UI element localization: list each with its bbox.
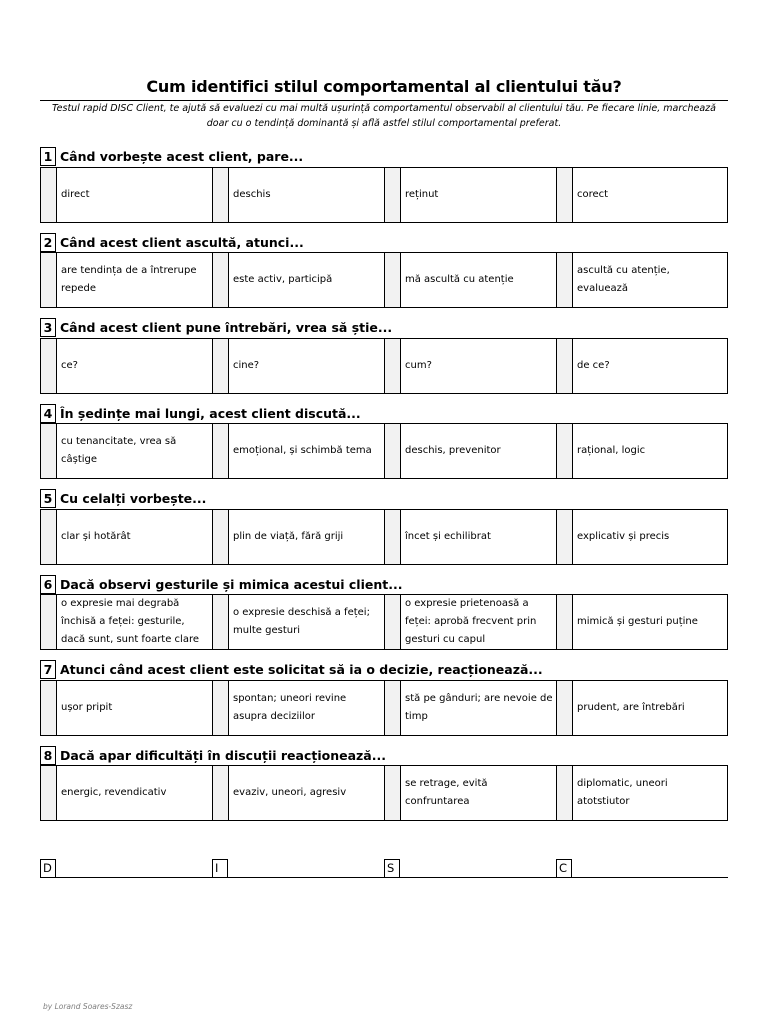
score-label-i: I [212, 859, 228, 878]
question-text: Atunci când acest client este solicitat să ia o decizie, reacționează... [60, 662, 543, 677]
mark-checkbox[interactable] [41, 253, 57, 307]
question-header [40, 318, 728, 337]
answer-option: plin de viață, fără griji [233, 531, 344, 542]
answer-option: rațional, logic [577, 445, 646, 456]
mark-checkbox[interactable] [41, 339, 57, 393]
mark-checkbox[interactable] [212, 253, 229, 307]
page-title: Cum identifici stilul comportamental al clientului tău? [146, 77, 622, 96]
question-text: Când acest client pune întrebări, vrea să știe... [60, 320, 393, 335]
answer-option: o expresie mai degrabă închisă a feței: gesturile, dacă sunt, sunt foarte clare [61, 598, 200, 645]
answer-row [40, 765, 728, 821]
answer-row [40, 594, 728, 650]
answer-option: corect [577, 189, 609, 200]
answer-option: explicativ și precis [577, 531, 670, 542]
answer-option: se retrage, evită confruntarea [405, 778, 488, 807]
mark-checkbox[interactable] [384, 510, 401, 564]
mark-checkbox[interactable] [556, 595, 573, 649]
question-header [40, 746, 728, 765]
answer-option: evaziv, uneori, agresiv [233, 787, 347, 798]
answer-option: clar și hotărât [61, 531, 131, 542]
author-credit: by Lorand Soares-Szasz [43, 1002, 133, 1011]
question-number: 2 [40, 233, 56, 252]
answer-row [40, 680, 728, 736]
answer-option: prudent, are întrebări [577, 702, 685, 713]
answer-option: cum? [405, 360, 432, 371]
question-number: 8 [40, 746, 56, 765]
answer-option: mimică și gesturi puține [577, 616, 698, 627]
question-text: Când vorbește acest client, pare... [60, 149, 304, 164]
mark-checkbox[interactable] [384, 681, 401, 735]
answer-option: cine? [233, 360, 260, 371]
mark-checkbox[interactable] [556, 424, 573, 478]
mark-checkbox[interactable] [384, 595, 401, 649]
score-label-s: S [384, 859, 400, 878]
mark-checkbox[interactable] [556, 510, 573, 564]
mark-checkbox[interactable] [384, 339, 401, 393]
mark-checkbox[interactable] [556, 766, 573, 820]
answer-option: de ce? [577, 360, 610, 371]
question-header [40, 489, 728, 508]
question-number: 6 [40, 575, 56, 594]
mark-checkbox[interactable] [384, 253, 401, 307]
answer-option: ușor pripit [61, 702, 113, 713]
answer-option: emoțional, și schimbă tema [233, 445, 372, 456]
question-number: 5 [40, 489, 56, 508]
answer-option: o expresie deschisă a feței; multe gesturi [233, 607, 370, 636]
answer-option: ce? [61, 360, 78, 371]
answer-option: cu tenancitate, vrea să câștige [61, 436, 177, 465]
score-label-d: D [40, 859, 56, 878]
question-text: Când acest client ascultă, atunci... [60, 235, 304, 250]
mark-checkbox[interactable] [384, 424, 401, 478]
mark-checkbox[interactable] [41, 681, 57, 735]
answer-option: ascultă cu atenție, evaluează [577, 265, 670, 294]
answer-option: spontan; uneori revine asupra deciziilor [233, 693, 347, 722]
question-header [40, 404, 728, 423]
mark-checkbox[interactable] [556, 339, 573, 393]
answer-option: stă pe gânduri; are nevoie de timp [405, 693, 553, 722]
mark-checkbox[interactable] [212, 595, 229, 649]
mark-checkbox[interactable] [212, 339, 229, 393]
answer-option: încet și echilibrat [405, 531, 491, 542]
mark-checkbox[interactable] [212, 424, 229, 478]
question-header [40, 660, 728, 679]
answer-option: mă ascultă cu atenție [405, 274, 514, 285]
answer-row [40, 167, 728, 223]
question-header [40, 147, 728, 166]
answer-option: reținut [405, 189, 439, 200]
answer-option: deschis, prevenitor [405, 445, 501, 456]
question-text: Dacă apar dificultăți în discuții reacționează... [60, 748, 386, 763]
intro-text: Testul rapid DISC Client, te ajută să evaluezi cu mai multă ușurință comportamentul observabil al clientului tău. Pe fiecare linie, marchează doar cu o tendință dominantă și află astfel stilul comportamental preferat. [52, 103, 716, 129]
answer-option: diplomatic, uneori atotstiutor [577, 778, 668, 807]
mark-checkbox[interactable] [556, 681, 573, 735]
score-label-c: C [556, 859, 572, 878]
answer-option: direct [61, 189, 90, 200]
question-number: 1 [40, 147, 56, 166]
mark-checkbox[interactable] [41, 424, 57, 478]
answer-option: are tendința de a întrerupe repede [61, 265, 197, 294]
answer-row [40, 252, 728, 308]
question-header [40, 233, 728, 252]
mark-checkbox[interactable] [41, 510, 57, 564]
mark-checkbox[interactable] [212, 766, 229, 820]
mark-checkbox[interactable] [556, 253, 573, 307]
answer-option: deschis [233, 189, 271, 200]
answer-option: este activ, participă [233, 274, 333, 285]
mark-checkbox[interactable] [384, 766, 401, 820]
mark-checkbox[interactable] [212, 168, 229, 222]
mark-checkbox[interactable] [556, 168, 573, 222]
mark-checkbox[interactable] [384, 168, 401, 222]
question-header [40, 575, 728, 594]
question-text: În ședințe mai lungi, acest client discută... [60, 406, 361, 421]
mark-checkbox[interactable] [212, 510, 229, 564]
question-number: 4 [40, 404, 56, 423]
answer-row [40, 423, 728, 479]
mark-checkbox[interactable] [41, 766, 57, 820]
score-line [40, 877, 728, 878]
question-text: Cu celalți vorbește... [60, 491, 207, 506]
mark-checkbox[interactable] [41, 168, 57, 222]
answer-option: energic, revendicativ [61, 787, 167, 798]
answer-row [40, 509, 728, 565]
mark-checkbox[interactable] [212, 681, 229, 735]
mark-checkbox[interactable] [41, 595, 57, 649]
answer-option: o expresie prietenoasă a feței: aprobă frecvent prin gesturi cu capul [405, 598, 537, 645]
question-text: Dacă observi gesturile și mimica acestui client... [60, 577, 403, 592]
question-number: 3 [40, 318, 56, 337]
question-number: 7 [40, 660, 56, 679]
answer-row [40, 338, 728, 394]
